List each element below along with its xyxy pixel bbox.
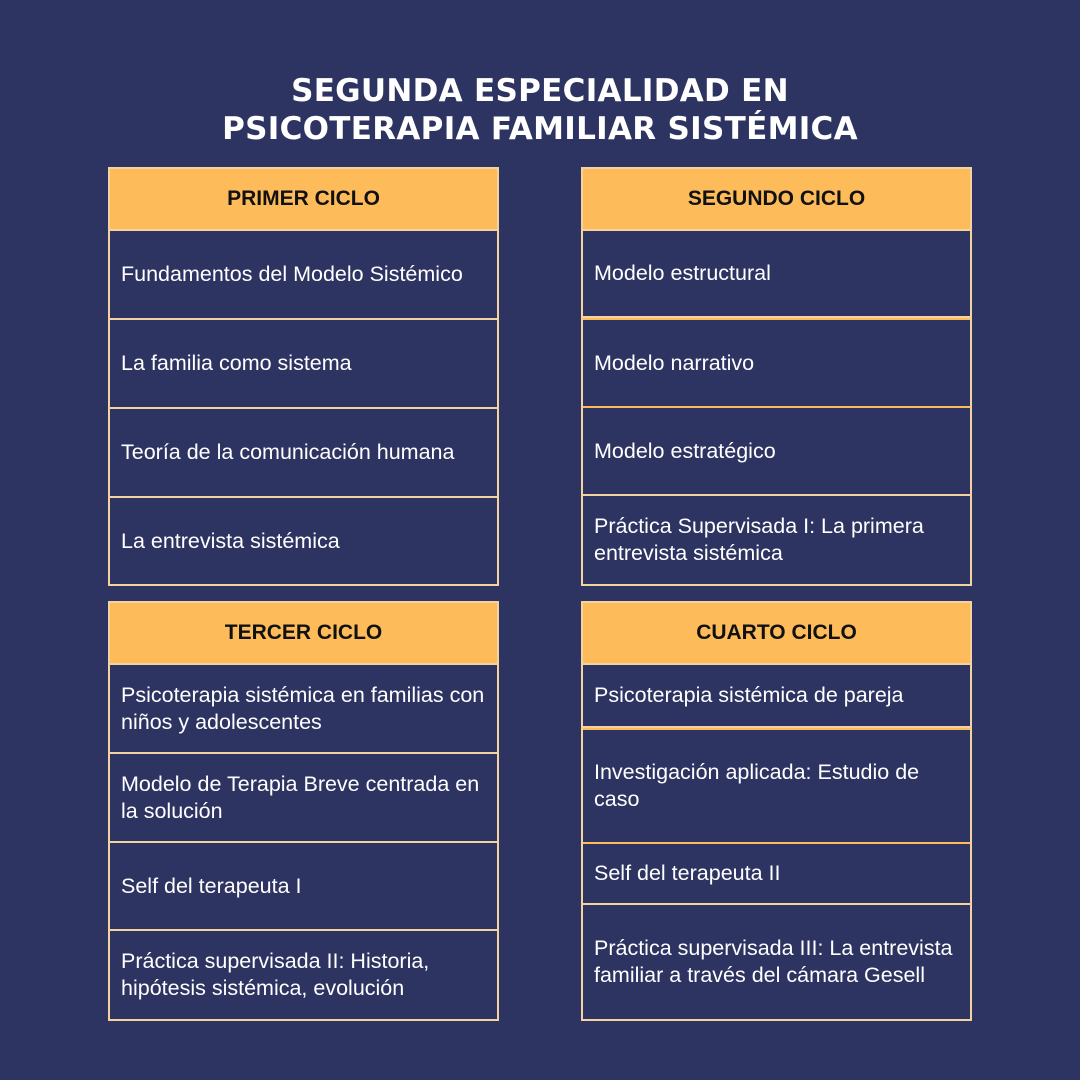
course-name: La entrevista sistémica [121,528,340,553]
course-name: Fundamentos del Modelo Sistémico [121,262,463,286]
cycle-table-cuarto [581,601,972,1021]
course-row [110,498,497,584]
course-name: Self del terapeuta I [121,873,302,898]
cycle-header: SEGUNDO CICLO [583,169,970,231]
course-name: Práctica supervisada II: Historia, hipótesis sistémica, evolución [121,949,430,1000]
course-row [583,728,970,844]
course-row [583,408,970,496]
course-row [583,231,970,318]
course-row [583,318,970,408]
cycle-header: PRIMER CICLO [110,169,497,231]
course-name: Modelo de Terapia Breve centrada en la solución [121,771,480,823]
course-row [583,665,970,728]
cycle-table-primer [108,167,499,586]
cycle-header: CUARTO CICLO [583,603,970,665]
course-row [583,496,970,584]
page-title [0,72,1080,148]
cycle-table-tercer [108,601,499,1021]
course-name: Práctica supervisada III: La entrevista familiar a través del cámara Gesell [594,936,953,987]
course-name: Modelo estructural [594,261,771,285]
course-name: La familia como sistema [121,351,352,375]
course-name: Práctica Supervisada I: La primera entrevista sistémica [594,514,924,565]
course-row [583,905,970,1019]
course-name: Modelo narrativo [594,350,755,375]
cycle-table-segundo [581,167,972,586]
page-title-line-1: SEGUNDA ESPECIALIDAD EN [291,73,789,109]
course-name: Modelo estratégico [594,438,776,463]
course-row [110,754,497,843]
course-row [110,231,497,320]
course-row [110,320,497,409]
course-name: Teoría de la comunicación humana [121,440,455,464]
cycle-header: TERCER CICLO [110,603,497,665]
course-name: Self del terapeuta II [594,861,781,885]
course-row [583,844,970,905]
course-row [110,843,497,931]
page-title-line-2: PSICOTERAPIA FAMILIAR SISTÉMICA [222,111,858,147]
course-name: Psicoterapia sistémica en familias con niños y adolescentes [121,682,485,734]
course-row [110,409,497,498]
course-row [110,665,497,754]
course-name: Psicoterapia sistémica de pareja [594,683,904,707]
course-name: Investigación aplicada: Estudio de caso [594,760,920,811]
course-row [110,931,497,1019]
